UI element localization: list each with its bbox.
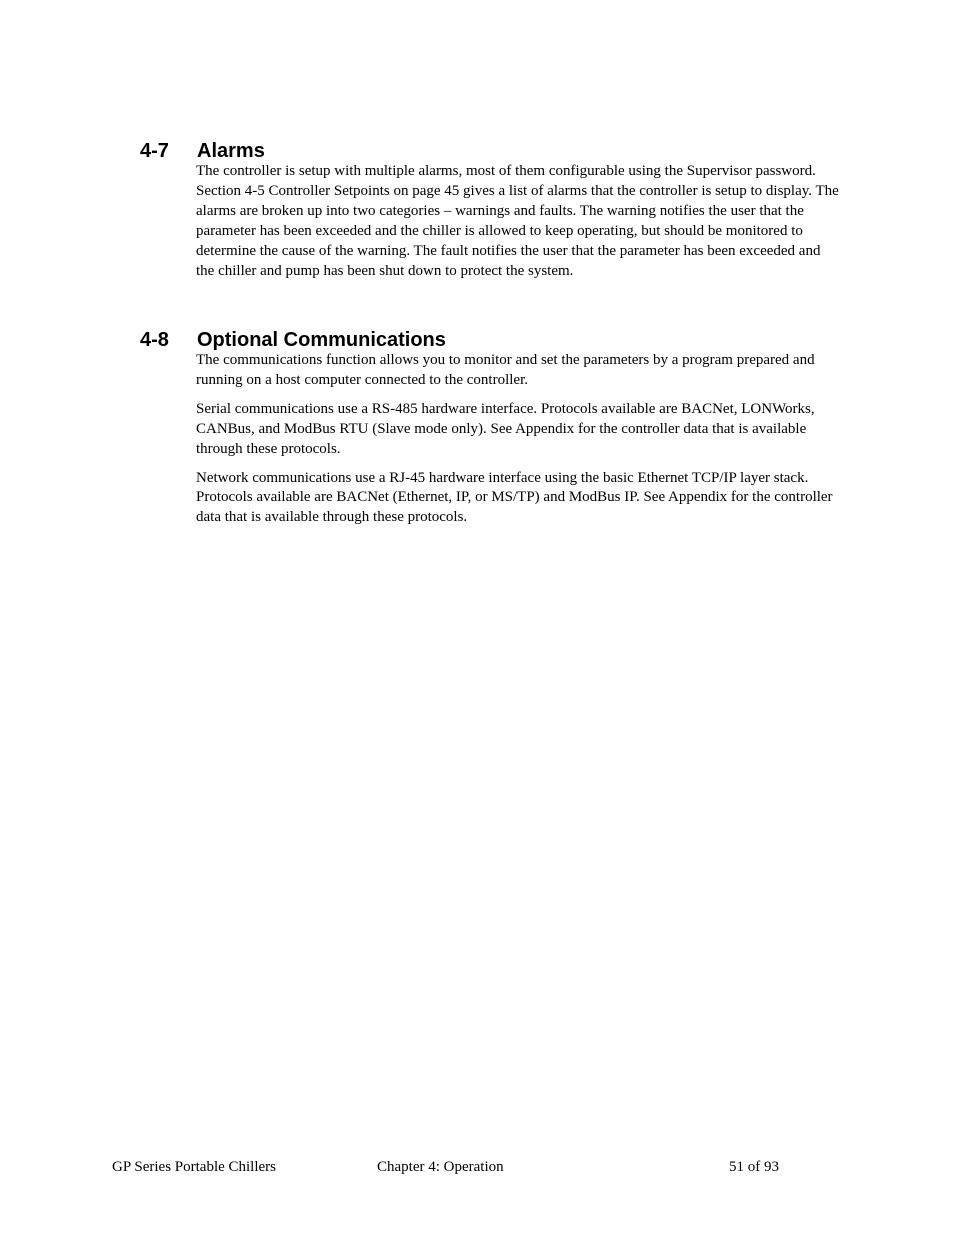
footer-page-number: 51 of 93 [729,1159,779,1175]
paragraph: The controller is setup with multiple alarms, most of them configurable using the Supervisor password. Section 4-5 Controller Setpoints on page 45 gives a list of alarms that the controller is setup to display. The alarms are broken up into two categories – warnings and faults. The warning notifies the user that the parameter has been exceeded and the chiller is allowed to keep operating, but should be monitored to determine the cause of the warning. The fault notifies the user that the parameter has been exceeded and the chiller and pump has been shut down to protect the system. [196,163,839,279]
section-title: Alarms [197,140,265,162]
section-alarms [140,139,840,281]
section-number: 4-7 [140,140,169,162]
footer-chapter: Chapter 4: Operation [377,1159,504,1175]
section-heading-alarms [140,139,840,163]
paragraph: Serial communications use a RS-485 hardware interface. Protocols available are BACNet, LONWorks, CANBus, and ModBus RTU (Slave mode only). See Appendix for the controller data that is available through these protocols. [196,400,815,457]
paragraph: The communications function allows you to monitor and set the parameters by a program prepared and running on a host computer connected to the controller. [196,352,815,388]
section-heading-optional-communications [140,328,840,352]
section-number: 4-8 [140,329,169,351]
footer-document-title: GP Series Portable Chillers [112,1159,277,1175]
section-optional-communications [140,328,840,528]
section-title: Optional Communications [197,329,446,351]
paragraph: Network communications use a RJ-45 hardware interface using the basic Ethernet TCP/IP layer stack. Protocols available are BACNet (Ethernet, IP, or MS/TP) and ModBus IP. See Appendix for the controller data that is available through these protocols. [196,469,833,526]
